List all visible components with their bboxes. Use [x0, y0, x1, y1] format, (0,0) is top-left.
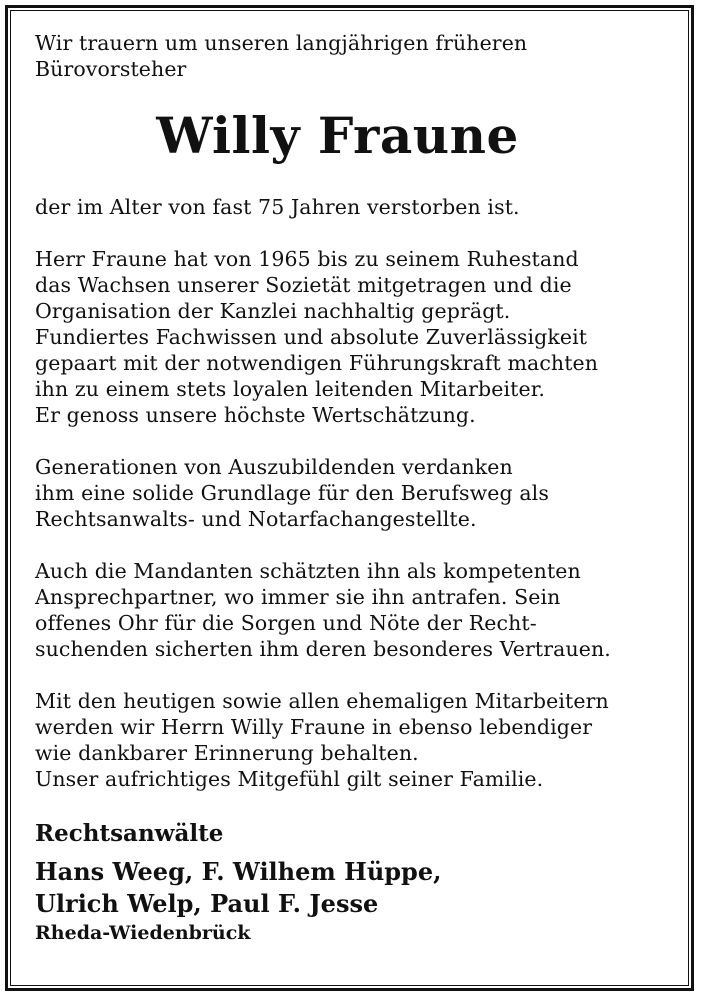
text-line: ihn zu einem stets loyalen leitenden Mitarbeiter.	[35, 377, 545, 401]
text-line: Mit den heutigen sowie allen ehemaligen Mitarbeitern	[35, 689, 609, 713]
age-line: der im Alter von fast 75 Jahren verstorben ist.	[35, 195, 520, 219]
text-line: suchenden sicherten ihm deren besonderes Vertrauen.	[35, 637, 611, 661]
signature-title: Rechtsanwälte	[35, 820, 224, 847]
text-line: wie dankbarer Erinnerung behalten.	[35, 741, 419, 765]
signature-block	[35, 818, 675, 946]
deceased-name: Willy Fraune	[156, 106, 519, 165]
text-line: gepaart mit der notwendigen Führungskraft machten	[35, 351, 599, 375]
text-line: werden wir Herrn Willy Fraune in ebenso lebendiger	[35, 715, 593, 739]
intro-line-1: Wir trauern um unseren langjährigen früheren	[35, 31, 528, 55]
intro-line-2: Bürovorsteher	[35, 57, 187, 81]
text-line: Organisation der Kanzlei nachhaltig geprägt.	[35, 299, 511, 323]
paragraph-closing	[35, 688, 675, 792]
signature-names-1: Hans Weeg, F. Wilhem Hüppe,	[35, 857, 442, 886]
text-line: Ansprechpartner, wo immer sie ihn antrafen. Sein	[35, 585, 561, 609]
paragraph-trainees	[35, 454, 675, 532]
text-line: ihm eine solide Grundlage für den Berufsweg als	[35, 481, 549, 505]
text-line: das Wachsen unserer Sozietät mitgetragen und die	[35, 273, 572, 297]
text-line: Herr Fraune hat von 1965 bis zu seinem Ruhestand	[35, 247, 579, 271]
intro-text	[35, 30, 675, 82]
age-text	[35, 194, 675, 220]
paragraph-career	[35, 246, 675, 428]
text-line: offenes Ohr für die Sorgen und Nöte der Recht-	[35, 611, 537, 635]
obituary-notice	[35, 30, 675, 946]
text-line: Auch die Mandanten schätzten ihn als kompetenten	[35, 559, 581, 583]
text-line: Fundiertes Fachwissen und absolute Zuverlässigkeit	[35, 325, 588, 349]
paragraph-clients	[35, 558, 675, 662]
text-line: Rechtsanwalts- und Notarfachangestellte.	[35, 507, 477, 531]
text-line: Generationen von Auszubildenden verdanken	[35, 455, 513, 479]
text-line: Er genoss unsere höchste Wertschätzung.	[35, 403, 476, 427]
signature-names-2: Ulrich Welp, Paul F. Jesse	[35, 889, 379, 918]
signature-place: Rheda-Wiedenbrück	[35, 922, 251, 944]
text-line: Unser aufrichtiges Mitgefühl gilt seiner Familie.	[35, 767, 544, 791]
